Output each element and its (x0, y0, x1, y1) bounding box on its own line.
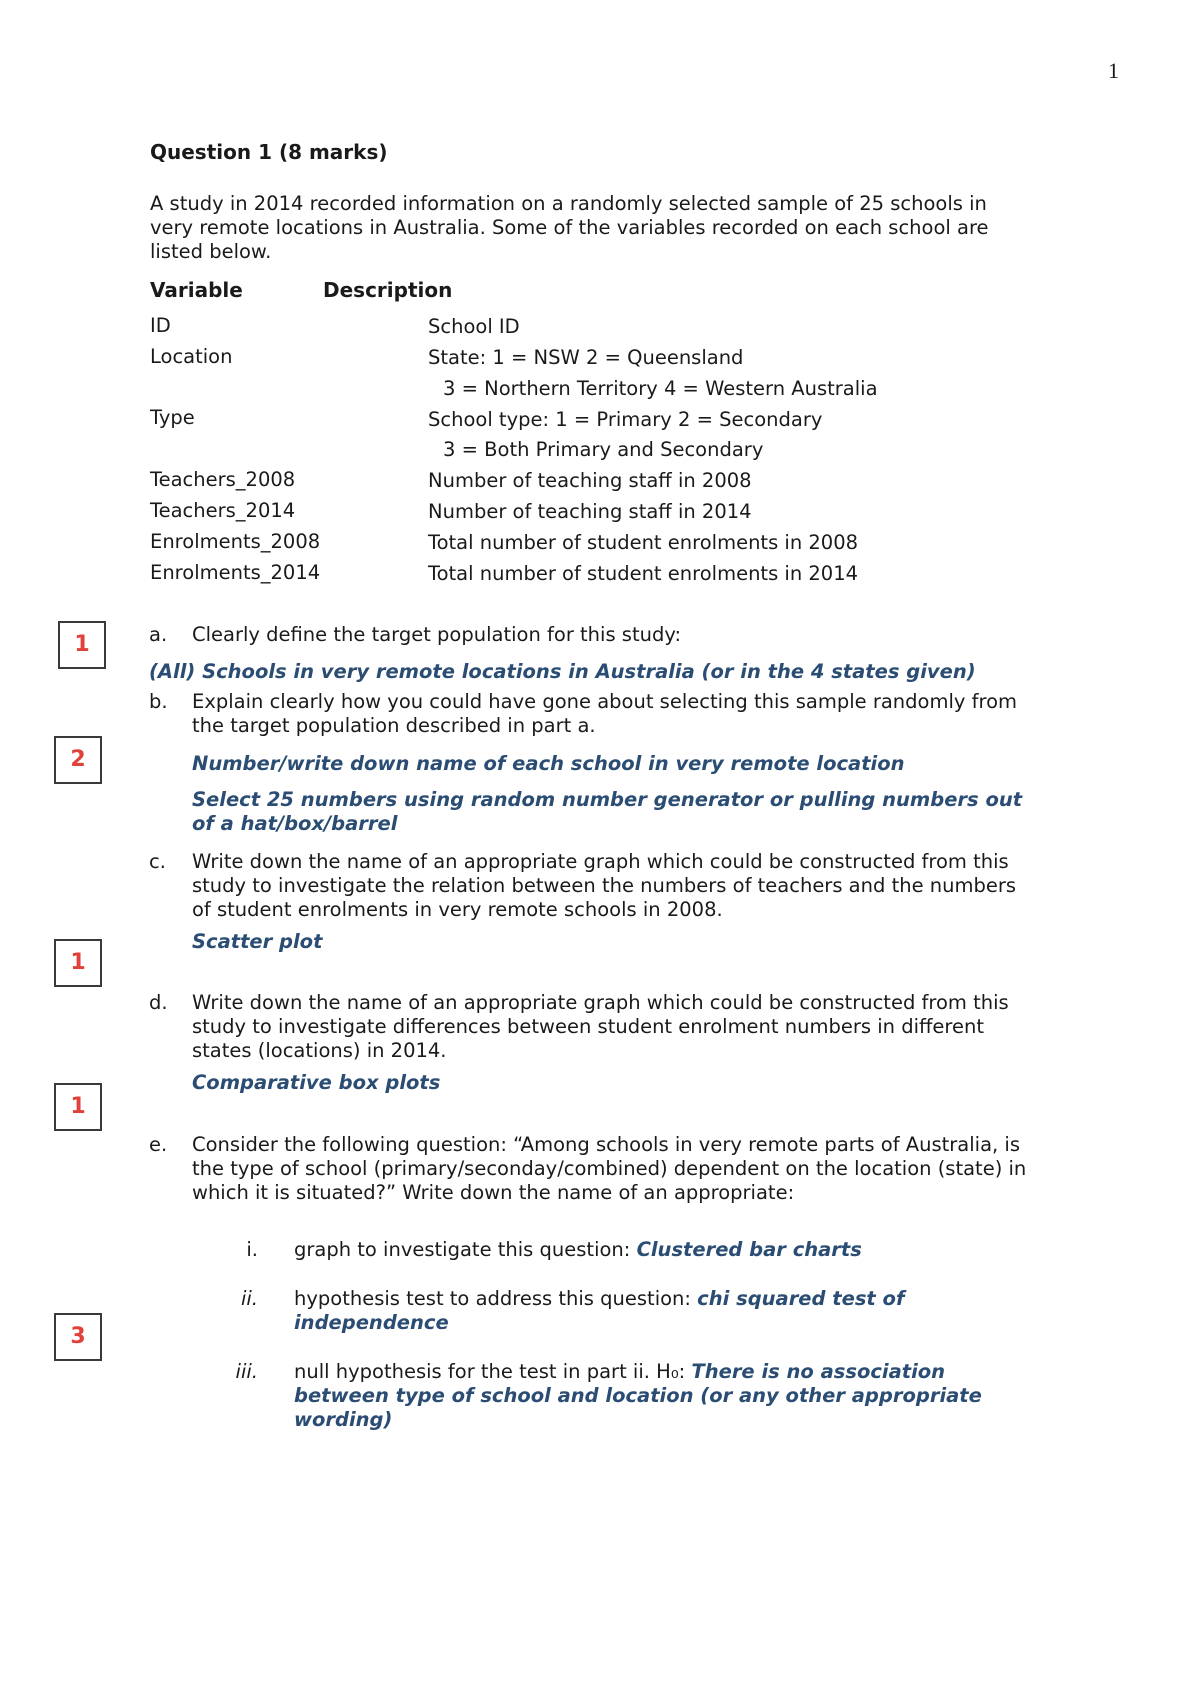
mark-box-part-e: 3 (54, 1313, 102, 1361)
table-header-description: Description (323, 278, 453, 302)
table-description: Total number of student enrolments in 2008 (428, 531, 859, 554)
table-variable: Enrolments_2008 (150, 530, 321, 553)
part-b-answer-1: Number/write down name of each school in very remote location (192, 752, 905, 775)
question-title: Question 1 (8 marks) (150, 140, 388, 164)
table-description-continued: 3 = Both Primary and Secondary (443, 438, 764, 461)
part-letter-d: d. (149, 991, 168, 1014)
table-variable: Location (150, 345, 233, 368)
table-variable: Teachers_2008 (150, 468, 296, 491)
part-e-iii-numeral: iii. (235, 1360, 258, 1383)
part-c-answer: Scatter plot (192, 930, 323, 953)
table-variable: Enrolments_2014 (150, 561, 321, 584)
table-description: School ID (428, 315, 520, 338)
part-e-iii-text: null hypothesis for the test in part ii. H₀: (294, 1360, 692, 1383)
page-number: 1 (1108, 58, 1119, 83)
part-c-question: Write down the name of an appropriate graph which could be constructed from this study to investigate the relation between the numbers of teachers and the numbers of student enrolments in very remote schools in 2008. (192, 850, 1017, 921)
mark-box-part-a: 1 (58, 621, 106, 669)
part-e-i-answer: Clustered bar charts (636, 1238, 862, 1261)
part-d-question: Write down the name of an appropriate graph which could be constructed from this study to investigate differences between student enrolment numbers in different states (locations) in 2014. (192, 991, 1009, 1062)
part-e-iii-answer: There is no association between type of school and location (or any other appropriate wording) (294, 1360, 982, 1431)
part-e-i (294, 1238, 1034, 1262)
part-e-question: Consider the following question: “Among schools in very remote parts of Australia, is the type of school (primary/seconday/combined) dependent on the location (state) in which it is situated?” Write down the name of an appropriate: (192, 1133, 1027, 1204)
part-e-i-numeral: i. (246, 1238, 258, 1261)
mark-box-part-c: 1 (54, 939, 102, 987)
part-letter-c: c. (149, 850, 166, 873)
table-description: Total number of student enrolments in 2014 (428, 562, 859, 585)
table-description-continued: 3 = Northern Territory 4 = Western Australia (443, 377, 878, 400)
part-e-i-text: graph to investigate this question: (294, 1238, 637, 1261)
part-b-answer-2: Select 25 numbers using random number generator or pulling numbers out of a hat/box/barrel (192, 788, 1023, 835)
part-letter-b: b. (149, 690, 168, 713)
part-e-ii-answer: chi squared test of independence (294, 1287, 905, 1334)
part-b-question: Explain clearly how you could have gone about selecting this sample randomly from the target population described in part a. (192, 690, 1018, 737)
part-e-ii (294, 1287, 1034, 1335)
table-header-variable: Variable (150, 278, 243, 302)
table-description: School type: 1 = Primary 2 = Secondary (428, 408, 823, 431)
table-description: Number of teaching staff in 2008 (428, 469, 752, 492)
mark-box-part-d: 1 (54, 1083, 102, 1131)
intro-paragraph: A study in 2014 recorded information on a randomly selected sample of 25 schools in very remote locations in Australia. Some of the variables recorded on each school are listed below. (150, 192, 989, 263)
table-variable: ID (150, 314, 171, 337)
part-a-answer: (All) Schools in very remote locations in Australia (or in the 4 states given) (149, 660, 976, 683)
table-description: State: 1 = NSW 2 = Queensland (428, 346, 744, 369)
table-variable: Type (150, 406, 195, 429)
table-description: Number of teaching staff in 2014 (428, 500, 752, 523)
part-e-iii (294, 1360, 1034, 1432)
mark-box-part-b: 2 (54, 736, 102, 784)
part-e-ii-text: hypothesis test to address this question: (294, 1287, 698, 1310)
table-variable: Teachers_2014 (150, 499, 296, 522)
part-d-answer: Comparative box plots (192, 1071, 441, 1094)
part-e-ii-numeral: ii. (240, 1287, 258, 1310)
part-letter-e: e. (149, 1133, 168, 1156)
part-a-question: Clearly define the target population for this study: (192, 623, 682, 646)
part-letter-a: a. (149, 623, 168, 646)
